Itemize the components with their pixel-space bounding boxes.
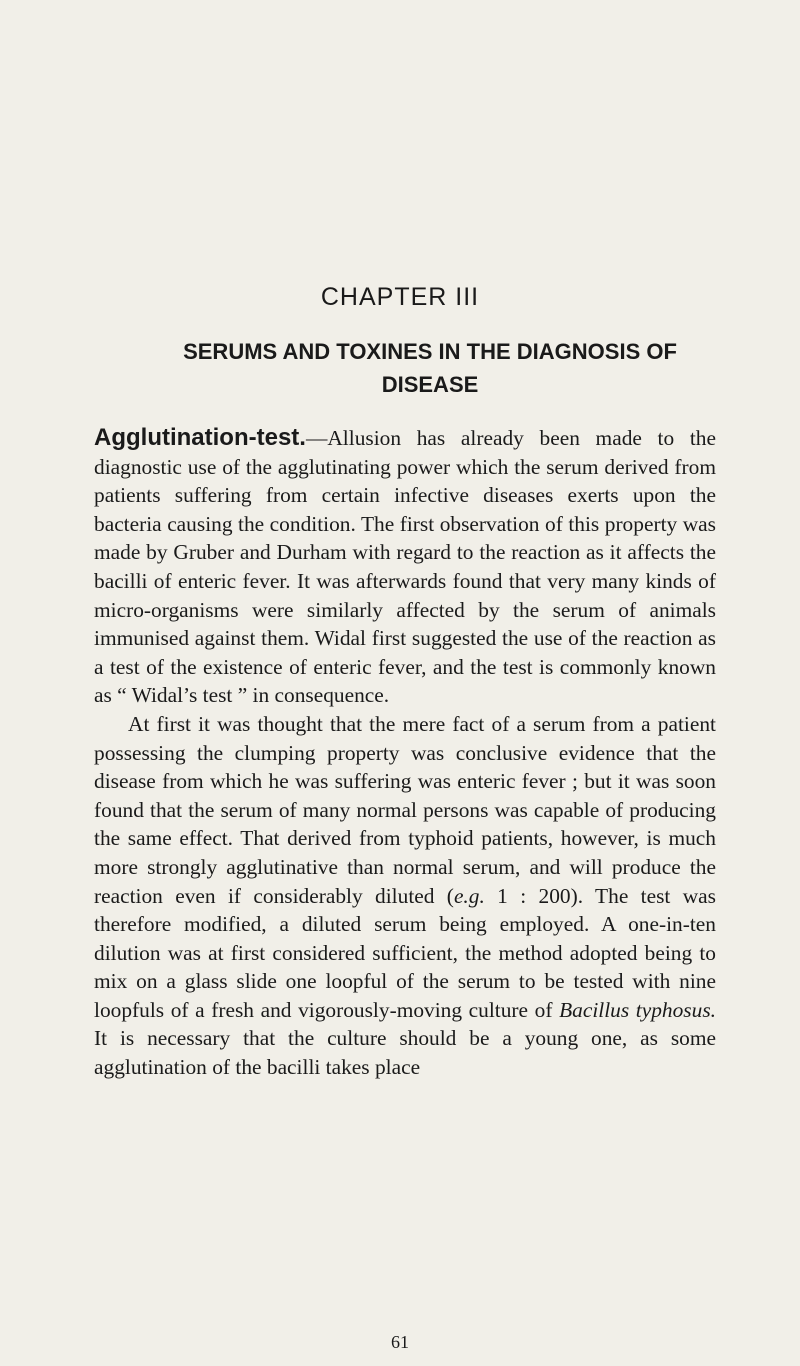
paragraph-2-text-c: It is necessary that the culture should be a young one, as some agglutination of the bacilli takes place <box>94 1026 716 1080</box>
chapter-label: CHAPTER III <box>320 283 480 311</box>
body-text <box>94 424 716 1082</box>
species-name: Bacillus typhosus. <box>559 997 716 1022</box>
chapter-title: SERUMS AND TOXINES IN THE DIAGNOSIS OF DISEASE <box>183 339 677 397</box>
paragraph-2-text-b: 1 : 200). The test was therefore modified, a diluted serum being employed. A one-in-ten dilution was at first considered sufficient, the method adopted being to mix on a glass slide one loopful of the serum to be tested with nine loopfuls of a fresh and vigorously-moving culture of <box>94 883 716 1022</box>
section-heading: Agglutination-test. <box>94 424 306 451</box>
paragraph-1-text: —Allusion has already been made to the diagnostic use of the agglutinating power which the serum derived from patients suffering from certain infective diseases exerts upon the bacteria causing the condition. The first observation of this property was made by Gruber and Durham with regard to the reaction as it affects the bacilli of enteric fever. It was afterwards found that very many kinds of micro-organisms were similarly affected by the serum of animals immunised against them. Widal first suggested the use of the reaction as a test of the existence of enteric fever, and the test is commonly known as “ Widal’s test ” in consequence. <box>94 426 716 708</box>
paragraph-1 <box>94 424 716 710</box>
abbreviation-eg: e.g. <box>453 883 485 908</box>
paragraph-2 <box>94 710 716 1082</box>
page-number: 61 <box>391 1332 409 1352</box>
paragraph-2-text-a: At first it was thought that the mere fact of a serum from a patient possessing the clumping property was conclusive evidence that the disease from which he was suffering was enteric fever ; but it was soon found that the serum of many normal persons was capable of producing the same effect. That derived from typhoid patients, however, is much more strongly agglutinative than normal serum, and will produce the reaction even if considerably diluted ( <box>94 711 716 908</box>
